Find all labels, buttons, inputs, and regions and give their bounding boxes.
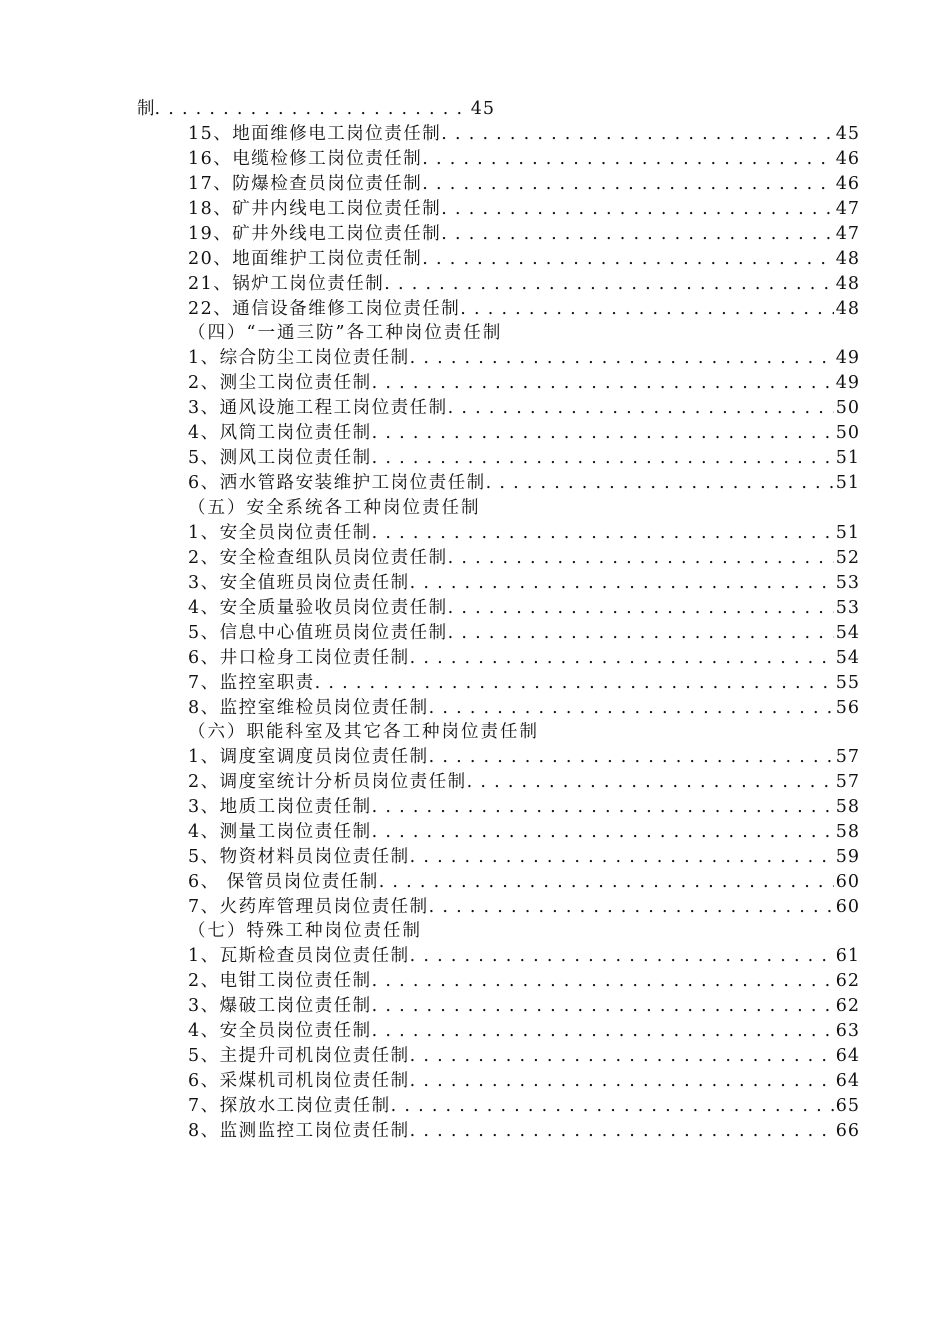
toc-page-number: 49 [835,348,860,368]
toc-page-number: 57 [835,747,860,767]
toc-entry-text: 4、测量工岗位责任制 [188,822,372,842]
toc-entry[interactable] [188,297,860,321]
toc-entry-text: 1、综合防尘工岗位责任制 [188,348,410,368]
toc-page-number: 58 [835,822,860,842]
toc-entry[interactable] [188,147,860,171]
dot-leader [315,671,834,695]
toc-page-number: 54 [835,623,860,643]
dot-leader [410,346,834,370]
dot-leader [391,1094,834,1118]
toc-page-number: 51 [835,473,860,493]
toc-page-number: 51 [835,523,860,543]
toc-entry[interactable] [188,944,860,968]
toc-entry-text: 15、地面维修电工岗位责任制 [188,124,442,144]
toc-entry[interactable] [188,122,860,146]
dot-leader [422,247,833,271]
toc-page-number: 45 [470,99,495,119]
toc-entry-text: 3、通风设施工程工岗位责任制 [188,398,448,418]
toc-page-number: 61 [835,946,860,966]
toc-entry-text: 8、监测监控工岗位责任制 [188,1121,410,1141]
dot-leader [155,97,469,121]
toc-entry[interactable] [188,621,860,645]
toc-page-number: 53 [835,573,860,593]
dot-leader [441,197,833,221]
toc-page-number: 64 [835,1046,860,1066]
toc-entry[interactable] [188,870,860,894]
dot-leader [372,969,834,993]
toc-entry[interactable] [188,521,860,545]
toc-entry[interactable] [188,1119,860,1143]
toc-page-number: 51 [835,448,860,468]
dot-leader [372,1019,834,1043]
toc-entry-text: 4、安全质量验收员岗位责任制 [188,598,448,618]
dot-leader [467,770,834,794]
toc-page-number: 48 [835,249,860,269]
dot-leader [448,546,834,570]
dot-leader [372,521,834,545]
toc-entry-text: 6、洒水管路安装维护工岗位责任制 [188,473,486,493]
toc-page-number: 59 [835,847,860,867]
toc-entry[interactable] [188,1094,860,1118]
toc-entry-text: 5、测风工岗位责任制 [188,448,372,468]
toc-entry-text: 7、探放水工岗位责任制 [188,1096,391,1116]
toc-entry-text: 18、矿井内线电工岗位责任制 [188,199,442,219]
toc-entry[interactable] [188,671,860,695]
toc-entry-text: 4、风筒工岗位责任制 [188,423,372,443]
toc-entry[interactable] [188,596,860,620]
toc-entry-text: 5、物资材料员岗位责任制 [188,847,410,867]
toc-page-number: 47 [835,199,860,219]
toc-page-number: 49 [835,373,860,393]
toc-entry-text: 20、地面维护工岗位责任制 [188,249,423,269]
toc-entry[interactable] [188,272,860,296]
toc-entry-text: 2、安全检查组队员岗位责任制 [188,548,448,568]
toc-entry-text: 制 [137,99,155,119]
toc-entry-text: 2、电钳工岗位责任制 [188,971,372,991]
section-heading[interactable]: （七）特殊工种岗位责任制 [188,921,422,941]
dot-leader [410,1044,834,1068]
section-heading[interactable]: （六）职能科室及其它各工种岗位责任制 [188,722,539,742]
toc-page-number: 65 [835,1096,860,1116]
toc-entry[interactable] [188,845,860,869]
toc-entry[interactable] [188,994,860,1018]
dot-leader [410,1119,834,1143]
toc-entry[interactable] [188,571,860,595]
toc-page-number: 48 [835,299,860,319]
toc-page-number: 46 [835,149,860,169]
toc-entry[interactable] [188,969,860,993]
toc-entry-text: 6、井口检身工岗位责任制 [188,648,410,668]
toc-entry-text: 21、锅炉工岗位责任制 [188,274,385,294]
toc-entry-text: 16、电缆检修工岗位责任制 [188,149,423,169]
toc-entry-text: 6、采煤机司机岗位责任制 [188,1071,410,1091]
dot-leader [441,122,833,146]
section-heading[interactable]: （四）“一通三防”各工种岗位责任制 [188,323,503,343]
dot-leader [460,297,833,321]
toc-entry[interactable] [188,346,860,370]
toc-continuation-line[interactable] [137,97,495,121]
toc-page-number: 53 [835,598,860,618]
toc-entry[interactable] [188,546,860,570]
dot-leader [372,795,834,819]
toc-page-number: 46 [835,174,860,194]
dot-leader [372,820,834,844]
toc-entry-text: 4、安全员岗位责任制 [188,1021,372,1041]
toc-entry[interactable] [188,471,860,495]
toc-entry[interactable] [188,895,860,919]
toc-page-number: 54 [835,648,860,668]
toc-entry-text: 3、爆破工岗位责任制 [188,996,372,1016]
toc-entry[interactable] [188,222,860,246]
toc-page-number: 64 [835,1071,860,1091]
dot-leader [422,147,833,171]
dot-leader [429,696,834,720]
dot-leader [410,646,834,670]
toc-entry-text: 2、测尘工岗位责任制 [188,373,372,393]
toc-entry-text: 2、调度室统计分析员岗位责任制 [188,772,467,792]
dot-leader [429,895,834,919]
section-heading[interactable]: （五）安全系统各工种岗位责任制 [188,498,481,518]
dot-leader [372,446,834,470]
toc-entry-text: 22、通信设备维修工岗位责任制 [188,299,461,319]
toc-page-number: 55 [835,673,860,693]
toc-entry-text: 17、防爆检查员岗位责任制 [188,174,423,194]
toc-page-number: 66 [835,1121,860,1141]
toc-entry-text: 5、主提升司机岗位责任制 [188,1046,410,1066]
toc-entry[interactable] [188,197,860,221]
toc-entry[interactable] [188,396,860,420]
toc-entry-text: 1、瓦斯检查员岗位责任制 [188,946,410,966]
toc-entry-text: 19、矿井外线电工岗位责任制 [188,224,442,244]
toc-page-number: 50 [835,398,860,418]
toc-page-number: 48 [835,274,860,294]
dot-leader [372,994,834,1018]
toc-entry[interactable] [188,745,860,769]
dot-leader [410,845,834,869]
dot-leader [410,944,834,968]
toc-entry[interactable] [188,646,860,670]
dot-leader [410,571,834,595]
dot-leader [441,222,833,246]
toc-page-number: 62 [835,996,860,1016]
toc-page-number: 58 [835,797,860,817]
toc-page-number: 57 [835,772,860,792]
dot-leader [384,272,833,296]
toc-entry[interactable] [188,247,860,271]
toc-entry-text: 5、信息中心值班员岗位责任制 [188,623,448,643]
toc-page-number: 63 [835,1021,860,1041]
toc-entry[interactable] [188,770,860,794]
toc-entry-text: 8、监控室维检员岗位责任制 [188,698,429,718]
toc-entry-text: 1、调度室调度员岗位责任制 [188,747,429,767]
toc-page-number: 47 [835,224,860,244]
toc-entry-text: 3、地质工岗位责任制 [188,797,372,817]
toc-entry[interactable] [188,371,860,395]
dot-leader [372,421,834,445]
toc-page-number: 60 [835,897,860,917]
dot-leader [448,596,834,620]
toc-page-number: 62 [835,971,860,991]
toc-entry-text: 7、火药库管理员岗位责任制 [188,897,429,917]
toc-page-number: 60 [835,872,860,892]
dot-leader [448,396,834,420]
toc-entry-text: 3、安全值班员岗位责任制 [188,573,410,593]
toc-entry-text: 7、监控室职责 [188,673,315,693]
toc-entry[interactable] [188,1044,860,1068]
toc-entry-text: 6、 保管员岗位责任制 [188,872,379,892]
dot-leader [422,172,833,196]
toc-entry[interactable] [188,172,860,196]
toc-entry[interactable] [188,446,860,470]
toc-entry[interactable] [188,421,860,445]
dot-leader [410,1069,834,1093]
dot-leader [429,745,834,769]
toc-entry[interactable] [188,1069,860,1093]
toc-entry[interactable] [188,1019,860,1043]
toc-page-number: 45 [835,124,860,144]
toc-entry[interactable] [188,696,860,720]
dot-leader [379,870,834,894]
dot-leader [372,371,834,395]
toc-entry[interactable] [188,820,860,844]
toc-entry-text: 1、安全员岗位责任制 [188,523,372,543]
dot-leader [448,621,834,645]
toc-entry[interactable] [188,795,860,819]
dot-leader [486,471,834,495]
toc-page-number: 52 [835,548,860,568]
toc-page-number: 56 [835,698,860,718]
toc-page-number: 50 [835,423,860,443]
